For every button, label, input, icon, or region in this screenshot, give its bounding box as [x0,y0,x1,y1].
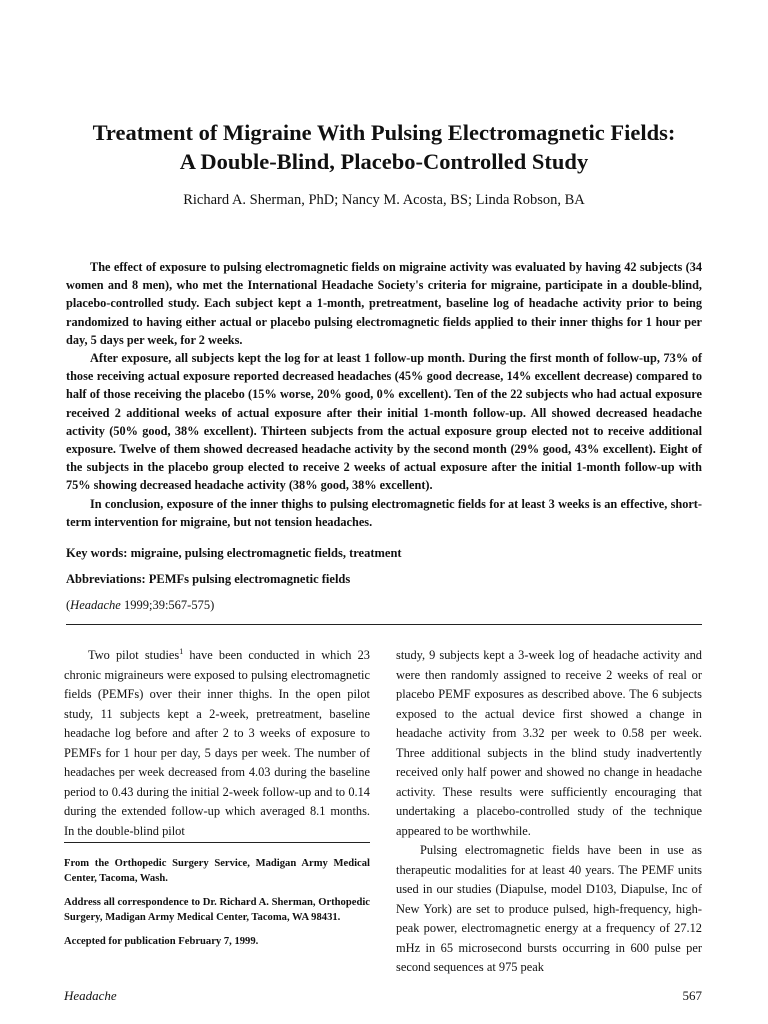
body-paragraph: Pulsing electromagnetic fields have been in use as therapeutic modalities for at least 40 years. The PEMF units used in our studies (Diapulse, model D103, Diapulse, Inc of New York) are set to produce pulsed, high-frequency, high-peak power, electromagnetic energy at a frequency of 27.12 mHz in 65 microsecond bursts occurring in 600 pulse per second sequences at 975 peak [396,843,702,974]
abstract-paragraph-3: In conclusion, exposure of the inner thighs to pulsing electromagnetic fields for at least 3 weeks is an effective, short-term intervention for migraine, but not tension headaches. [66,496,702,529]
footnote-accepted: Accepted for publication February 7, 1999. [64,936,259,948]
keywords: Key words: migraine, pulsing electromagnetic fields, treatment [66,546,402,560]
page-number: 567 [682,988,702,1003]
citation-journal: Headache [70,598,121,612]
footnote-affiliation: From the Orthopedic Surgery Service, Madigan Army Medical Center, Tacoma, Wash. [64,858,370,884]
footnote-divider [64,842,370,843]
section-divider [66,624,702,625]
abstract-paragraph-2: After exposure, all subjects kept the log for at least 1 follow-up month. During the first month of follow-up, 73% of those receiving actual exposure reported decreased headaches (45% good decrease, 14% excellent decrease) compared to half of those receiving the placebo (15% worse, 20% good, 0% excellent). Ten of the 22 subjects who had actual exposure received 2 additional weeks of actual exposure after their initial 1-month follow-up. All showed decreased headache activity (50% good, 38% excellent). Thirteen subjects from the actual exposure group elected not to receive additional exposure. Twelve of them showed decreased headache activity by the second month (29% good, 43% excellent). Eight of the subjects in the placebo group elected to receive 2 weeks of actual exposure after the initial 1-month follow-up with 75% showing decreased headache activity (38% good, 38% excellent). [66,351,702,493]
abstract [66,258,702,531]
citation-open-paren: ( [66,598,71,612]
citation-details: 1999;39:567-575) [120,598,215,612]
title-line-1: Treatment of Migraine With Pulsing Electromagnetic Fields: [92,120,676,145]
footnote-correspondence: Address all correspondence to Dr. Richard A. Sherman, Orthopedic Surgery, Madigan Army Medical Center, Tacoma, WA 98431. [64,897,370,923]
body-paragraph: study, 9 subjects kept a 3-week log of headache activity and were then randomly assigned to receive 2 weeks of real or placebo PEMF exposures as described above. The 6 subjects exposed to the actual device first showed a change in headache activity from 3.32 per week to 0.58 per week. Three additional subjects in the blind study inadvertently received only half power and showed no change in headache activity. These results were sufficiently encouraging that undertaking a placebo-controlled study of the technique appeared to be worthwhile. [396,648,702,838]
body-text: have been conducted in which 23 chronic migraineurs were exposed to pulsing electromagnetic fields (PEMFs) over their inner thighs. In the open pilot study, 11 subjects kept a 2-week, pretreatment, baseline headache log before and after 2 to 3 weeks of exposure to PEMFs for 1 hour per day, 5 days per week. The number of headaches per week decreased from 4.03 during the baseline period to 0.43 during the initial 2-week follow-up and to 0.14 during the extended follow-up which averaged 8.1 months. In the double-blind pilot [64,648,370,838]
body-column-left [64,646,370,841]
body-paragraph [64,646,370,841]
footer-journal-name: Headache [64,988,117,1003]
body-column-right [396,646,702,978]
reference-marker[interactable]: 1 [179,646,184,656]
abbreviations: Abbreviations: PEMFs pulsing electromagnetic fields [66,572,351,586]
article-title [40,118,728,176]
abstract-paragraph-1: The effect of exposure to pulsing electromagnetic fields on migraine activity was evaluated by having 42 subjects (34 women and 8 men), who met the International Headache Society's criteria for migraine, participate in a double-blind, placebo-controlled study. Each subject kept a 1-month, pretreatment, baseline log of headache activity prior to being randomized to having either actual or placebo pulsing electromagnetic fields applied to their inner thighs for 1 hour per day, 5 days per week, for 2 weeks. [66,260,702,347]
title-line-2: A Double-Blind, Placebo-Controlled Study [179,149,589,174]
author-list: Richard A. Sherman, PhD; Nancy M. Acosta, BS; Linda Robson, BA [183,192,585,208]
citation [66,598,214,613]
body-text: Two pilot studies [88,648,180,662]
footnotes [64,857,370,960]
